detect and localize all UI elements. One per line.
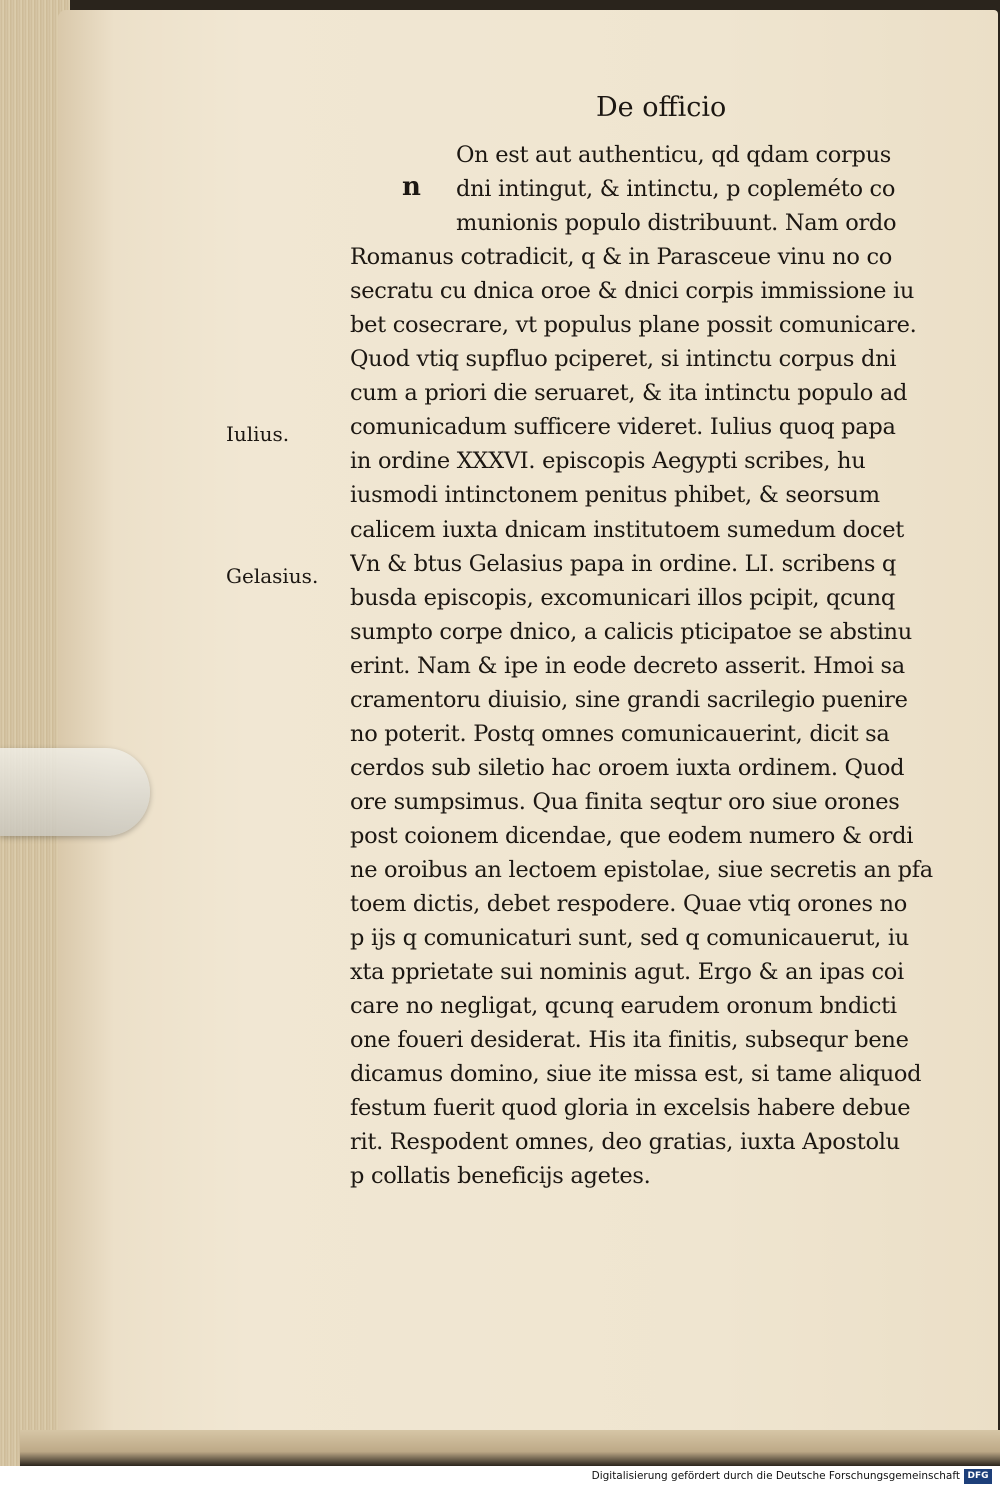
- text-line: iusmodi intinctonem penitus phibet, & seorsum: [350, 482, 880, 509]
- text-line: comunicadum sufficere videret. Iulius quoq papa: [350, 414, 896, 441]
- bookmark-clip: [0, 748, 150, 836]
- funding-credit: Digitalisierung gefördert durch die Deutsche Forschungsgemeinschaft: [591, 1470, 960, 1482]
- text-line: dni intingut, & intinctu, p copleméto co: [456, 176, 896, 203]
- text-line: ore sumpsimus. Qua finita seqtur oro siue orones: [350, 788, 900, 815]
- text-line: in ordine XXXVI. episcopis Aegypti scribes, hu: [350, 448, 866, 475]
- text-line: Quod vtiq supfluo pciperet, si intinctu corpus dni: [350, 346, 897, 373]
- footer-bar: [0, 1466, 1000, 1489]
- marginal-note-iulius: Iulius.: [226, 422, 290, 446]
- text-line: no poterit. Postq omnes comunicauerint, dicit sa: [350, 720, 890, 747]
- text-line: busda episcopis, excomunicari illos pcipit, qcunq: [350, 584, 895, 611]
- text-line: festum fuerit quod gloria in excelsis habere debue: [350, 1095, 911, 1122]
- text-line: post coionem dicendae, que eodem numero & ordi: [350, 822, 914, 849]
- text-line: cum a priori die seruaret, & ita intinctu populo ad: [350, 380, 908, 407]
- text-line: On est aut authenticu, qd qdam corpus: [456, 142, 892, 168]
- text-line: toem dictis, debet respodere. Quae vtiq orones no: [350, 891, 907, 918]
- text-line: p collatis beneficijs agetes.: [350, 1163, 651, 1190]
- text-line: ne oroibus an lectoem epistolae, siue secretis an pfa: [350, 856, 933, 883]
- text-line: bet cosecrare, vt populus plane possit comunicare.: [350, 312, 917, 339]
- text-line: cramentoru diuisio, sine grandi sacrilegio puenire: [350, 686, 908, 713]
- text-line: p ijs q comunicaturi sunt, sed q comunicauerut, iu: [350, 925, 909, 952]
- text-line: secratu cu dnica oroe & dnici corpis immissione iu: [350, 278, 915, 305]
- text-line: dicamus domino, siue ite missa est, si tame aliquod: [350, 1061, 922, 1088]
- text-line: xta pprietate sui nominis agut. Ergo & an ipas coi: [350, 959, 904, 986]
- text-line: munionis populo distribuunt. Nam ordo: [456, 210, 897, 237]
- text-line: calicem iuxta dnicam institutoem sumedum docet: [350, 516, 904, 543]
- text-line: Romanus cotradicit, q & in Parasceue vinu no co: [350, 244, 893, 271]
- text-line: rit. Respodent omnes, deo gratias, iuxta Apostolu: [350, 1129, 900, 1156]
- running-title: De officio: [596, 92, 727, 123]
- body-text: [350, 138, 975, 1193]
- text-line: erint. Nam & ipe in eode decreto asserit. Hmoi sa: [350, 652, 905, 679]
- marginal-note-gelasius: Gelasius.: [226, 564, 319, 588]
- text-line: Vn & btus Gelasius papa in ordine. LI. scribens q: [350, 550, 897, 577]
- text-line: one foueri desiderat. His ita finitis, subsequr bene: [350, 1027, 909, 1054]
- guide-initial-letter: n: [402, 172, 421, 202]
- text-line: sumpto corpe dnico, a calicis pticipatoe se abstinu: [350, 618, 912, 645]
- dfg-logo[interactable]: DFG: [964, 1469, 992, 1484]
- text-line: care no negligat, qcunq earudem oronum bndicti: [350, 993, 897, 1020]
- text-line: cerdos sub siletio hac oroem iuxta ordinem. Quod: [350, 754, 905, 781]
- page-bottom-edge: [20, 1430, 1000, 1466]
